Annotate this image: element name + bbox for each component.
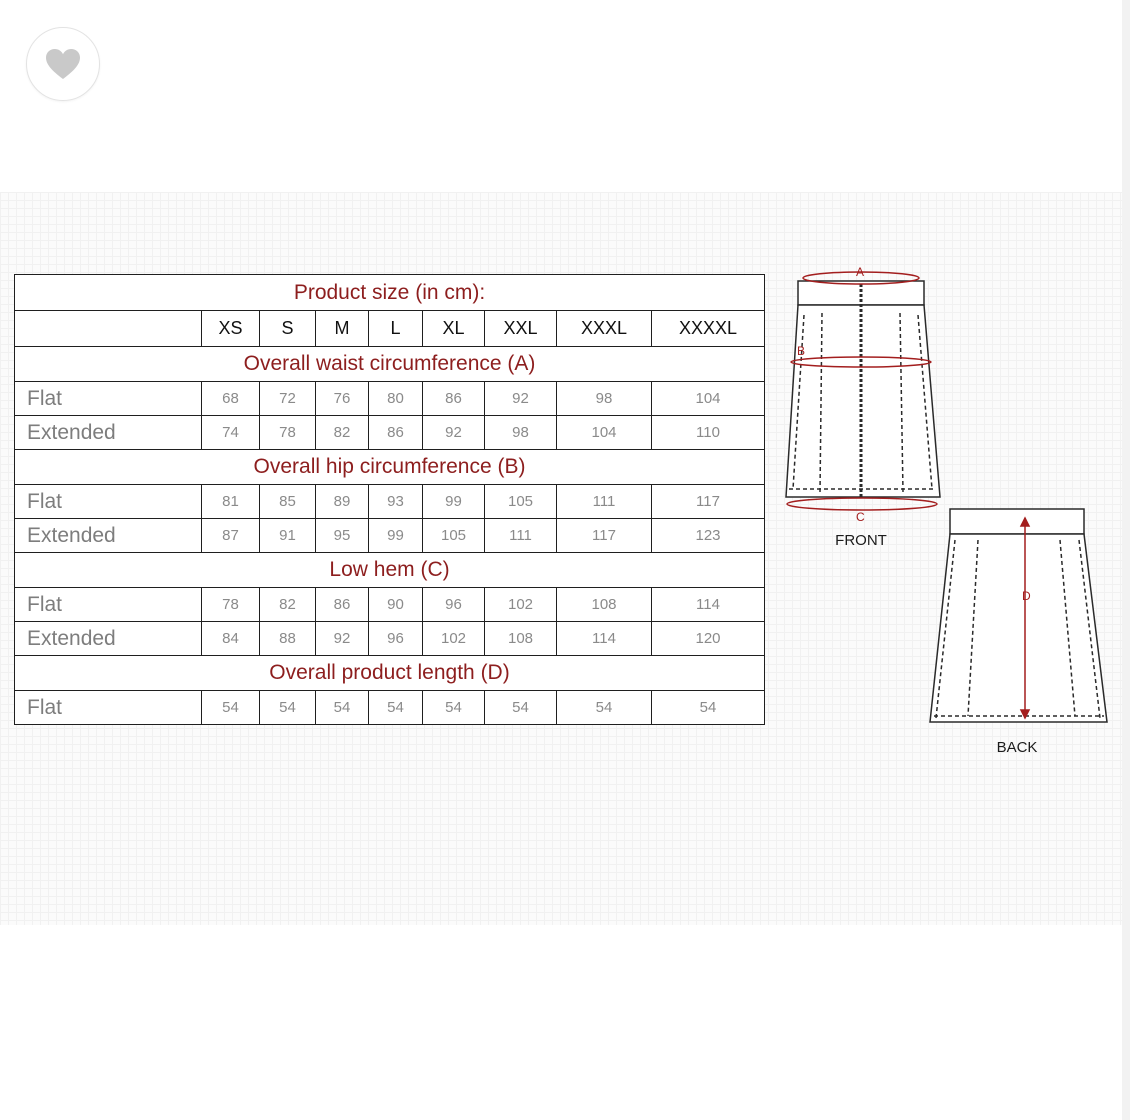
row-label: Flat <box>15 485 202 519</box>
table-cell: 54 <box>316 691 369 725</box>
size-header-xs: XS <box>202 311 260 347</box>
table-row <box>15 416 765 450</box>
table-row <box>15 622 765 656</box>
size-header-xxxl: XXXL <box>557 311 652 347</box>
table-title: Product size (in cm): <box>15 275 765 311</box>
table-cell: 105 <box>485 485 557 519</box>
front-label: FRONT <box>835 532 887 549</box>
table-cell: 102 <box>423 622 485 656</box>
table-cell: 54 <box>485 691 557 725</box>
table-cell: 93 <box>369 485 423 519</box>
table-cell: 54 <box>260 691 316 725</box>
table-cell: 54 <box>369 691 423 725</box>
table-cell: 105 <box>423 519 485 553</box>
table-cell: 123 <box>652 519 765 553</box>
table-cell: 120 <box>652 622 765 656</box>
row-label: Extended <box>15 519 202 553</box>
product-size-chart-image[interactable] <box>0 192 1122 925</box>
table-cell: 54 <box>423 691 485 725</box>
skirt-front-illustration <box>786 281 940 497</box>
table-cell: 108 <box>557 588 652 622</box>
table-cell: 88 <box>260 622 316 656</box>
marker-label-d: D <box>1022 589 1031 603</box>
table-cell: 72 <box>260 382 316 416</box>
table-cell: 108 <box>485 622 557 656</box>
table-cell: 104 <box>652 382 765 416</box>
row-label: Extended <box>15 622 202 656</box>
table-cell: 90 <box>369 588 423 622</box>
scrollbar-track <box>1122 0 1130 1120</box>
table-cell: 78 <box>260 416 316 450</box>
table-cell: 85 <box>260 485 316 519</box>
marker-label-a: A <box>856 265 865 279</box>
table-cell: 76 <box>316 382 369 416</box>
table-cell: 117 <box>652 485 765 519</box>
table-cell: 82 <box>316 416 369 450</box>
table-cell: 54 <box>202 691 260 725</box>
table-cell: 82 <box>260 588 316 622</box>
table-cell: 99 <box>369 519 423 553</box>
table-cell: 96 <box>369 622 423 656</box>
table-cell: 91 <box>260 519 316 553</box>
size-header-m: M <box>316 311 369 347</box>
table-cell: 114 <box>557 622 652 656</box>
table-row <box>15 485 765 519</box>
table-cell: 92 <box>485 382 557 416</box>
favorite-button[interactable] <box>26 27 100 101</box>
table-row <box>15 382 765 416</box>
table-cell: 84 <box>202 622 260 656</box>
header-corner-cell <box>15 311 202 347</box>
size-header-xl: XL <box>423 311 485 347</box>
table-cell: 96 <box>423 588 485 622</box>
table-cell: 95 <box>316 519 369 553</box>
marker-label-b: B <box>797 344 806 358</box>
table-cell: 86 <box>423 382 485 416</box>
table-cell: 54 <box>557 691 652 725</box>
table-cell: 111 <box>485 519 557 553</box>
table-cell: 81 <box>202 485 260 519</box>
size-header-row <box>15 311 765 347</box>
section-heading-waist: Overall waist circumference (A) <box>15 347 765 382</box>
heart-icon <box>45 48 81 80</box>
row-label: Flat <box>15 691 202 725</box>
row-label: Flat <box>15 588 202 622</box>
section-heading-length: Overall product length (D) <box>15 656 765 691</box>
section-heading-hip: Overall hip circumference (B) <box>15 450 765 485</box>
table-cell: 111 <box>557 485 652 519</box>
size-header-xxl: XXL <box>485 311 557 347</box>
table-cell: 104 <box>557 416 652 450</box>
row-label: Extended <box>15 416 202 450</box>
table-cell: 74 <box>202 416 260 450</box>
size-table <box>14 274 765 725</box>
table-cell: 86 <box>369 416 423 450</box>
table-cell: 98 <box>557 382 652 416</box>
table-row <box>15 691 765 725</box>
skirt-back-illustration <box>930 509 1107 722</box>
table-cell: 117 <box>557 519 652 553</box>
table-cell: 68 <box>202 382 260 416</box>
table-cell: 102 <box>485 588 557 622</box>
table-cell: 114 <box>652 588 765 622</box>
table-cell: 98 <box>485 416 557 450</box>
table-row <box>15 588 765 622</box>
table-cell: 87 <box>202 519 260 553</box>
table-cell: 92 <box>316 622 369 656</box>
marker-label-c: C <box>856 510 865 524</box>
table-cell: 78 <box>202 588 260 622</box>
table-cell: 54 <box>652 691 765 725</box>
table-cell: 99 <box>423 485 485 519</box>
table-cell: 110 <box>652 416 765 450</box>
size-header-l: L <box>369 311 423 347</box>
table-cell: 86 <box>316 588 369 622</box>
size-header-s: S <box>260 311 316 347</box>
table-row <box>15 519 765 553</box>
back-label: BACK <box>996 739 1038 756</box>
table-cell: 80 <box>369 382 423 416</box>
table-cell: 92 <box>423 416 485 450</box>
row-label: Flat <box>15 382 202 416</box>
section-heading-hem: Low hem (C) <box>15 553 765 588</box>
size-header-xxxxl: XXXXL <box>652 311 765 347</box>
table-cell: 89 <box>316 485 369 519</box>
skirt-measurement-diagram <box>770 264 1122 804</box>
